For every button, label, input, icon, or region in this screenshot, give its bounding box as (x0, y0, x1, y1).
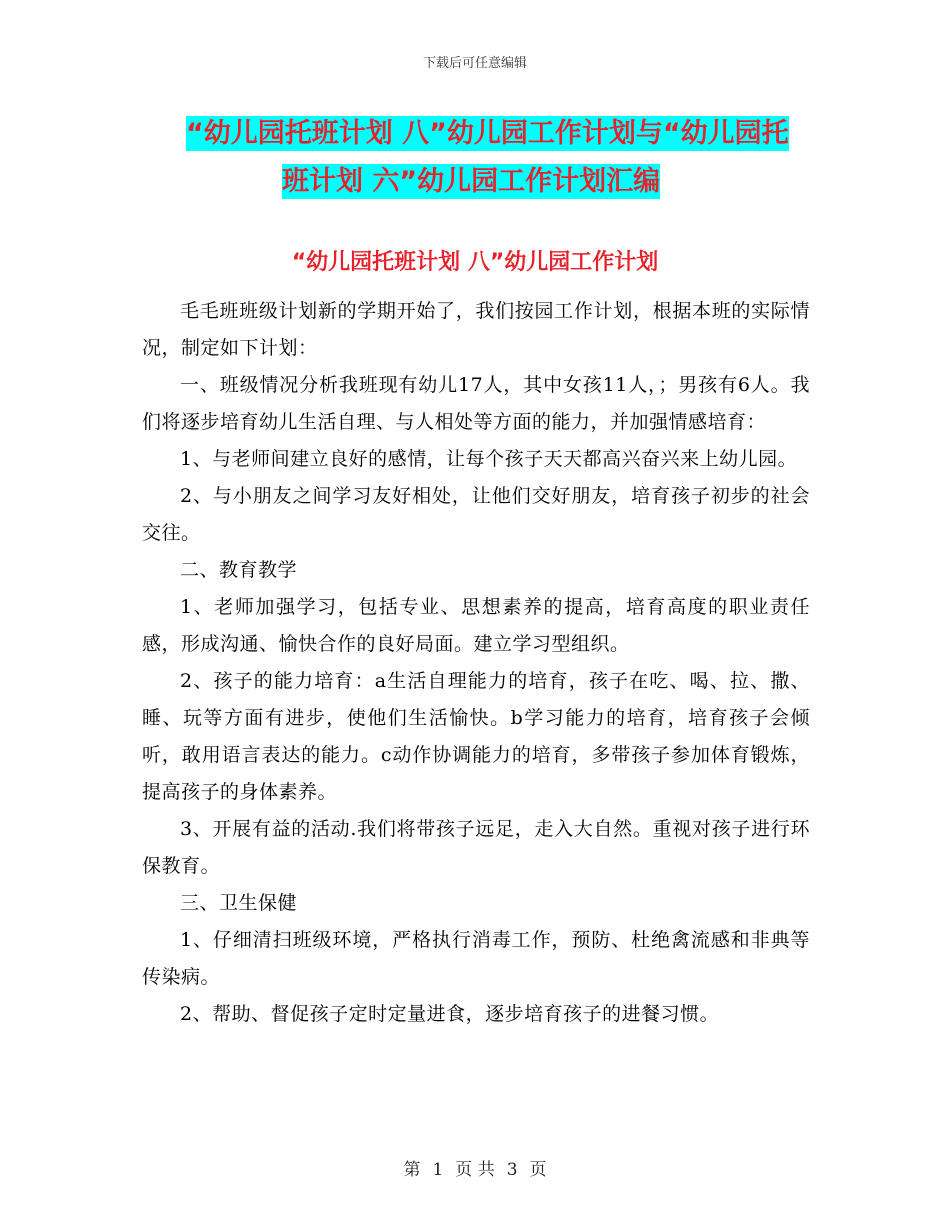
footer-total-pages: 3 (506, 1160, 518, 1180)
footer-label-of: 页 共 (455, 1160, 495, 1180)
section-title: “幼儿园托班计划 八”幼儿园工作计划 (291, 250, 659, 275)
paragraph: 1、老师加强学习，包括专业、思想素养的提高，培育高度的职业责任感，形成沟通、愉快合作的良好局面。建立学习型组织。 (142, 596, 810, 655)
page-footer (0, 1155, 950, 1180)
document-body (142, 293, 810, 1033)
paragraph: 一、班级情况分析我班现有幼儿17人，其中女孩11人，；男孩有6人。我们将逐步培育幼儿生活自理、与人相处等方面的能力，并加强情感培育： (142, 374, 810, 433)
main-title-line-1: “幼儿园托班计划 八”幼儿园工作计划与“幼儿园托 (186, 118, 789, 149)
heading-education: 二、教育教学 (180, 559, 298, 581)
footer-current-page: 1 (432, 1160, 444, 1180)
paragraph: 毛毛班班级计划新的学期开始了，我们按园工作计划，根据本班的实际情况，制定如下计划： (142, 300, 810, 359)
main-title (186, 110, 816, 206)
header-note: 下载后可任意编辑 (422, 56, 527, 71)
paragraph: 2、与小朋友之间学习友好相处，让他们交好朋友，培育孩子初步的社会交往。 (142, 485, 810, 544)
main-title-line-2: 班计划 六”幼儿园工作计划汇编 (282, 166, 661, 197)
paragraph: 1、与老师间建立良好的感情，让每个孩子天天都高兴奋兴来上幼儿园。 (180, 448, 798, 470)
heading-health: 三、卫生保健 (180, 892, 298, 914)
paragraph: 2、孩子的能力培育：a生活自理能力的培育，孩子在吃、喝、拉、撒、睡、玩等方面有进步，使他们生活愉快。b学习能力的培育，培育孩子会倾听，敢用语言表达的能力。c动作协调能力的培育，多带孩子参加体育锻炼，提高孩子的身体素养。 (142, 670, 810, 803)
footer-label-pages: 页 (529, 1160, 547, 1180)
paragraph: 2、帮助、督促孩子定时定量进食，逐步培育孩子的进餐习惯。 (180, 1003, 720, 1025)
footer-label-page: 第 (403, 1160, 421, 1180)
paragraph: 1、仔细清扫班级环境，严格执行消毒工作，预防、杜绝禽流感和非典等传染病。 (142, 929, 810, 988)
paragraph: 3、开展有益的活动.我们将带孩子远足，走入大自然。重视对孩子进行环保教育。 (142, 818, 810, 877)
